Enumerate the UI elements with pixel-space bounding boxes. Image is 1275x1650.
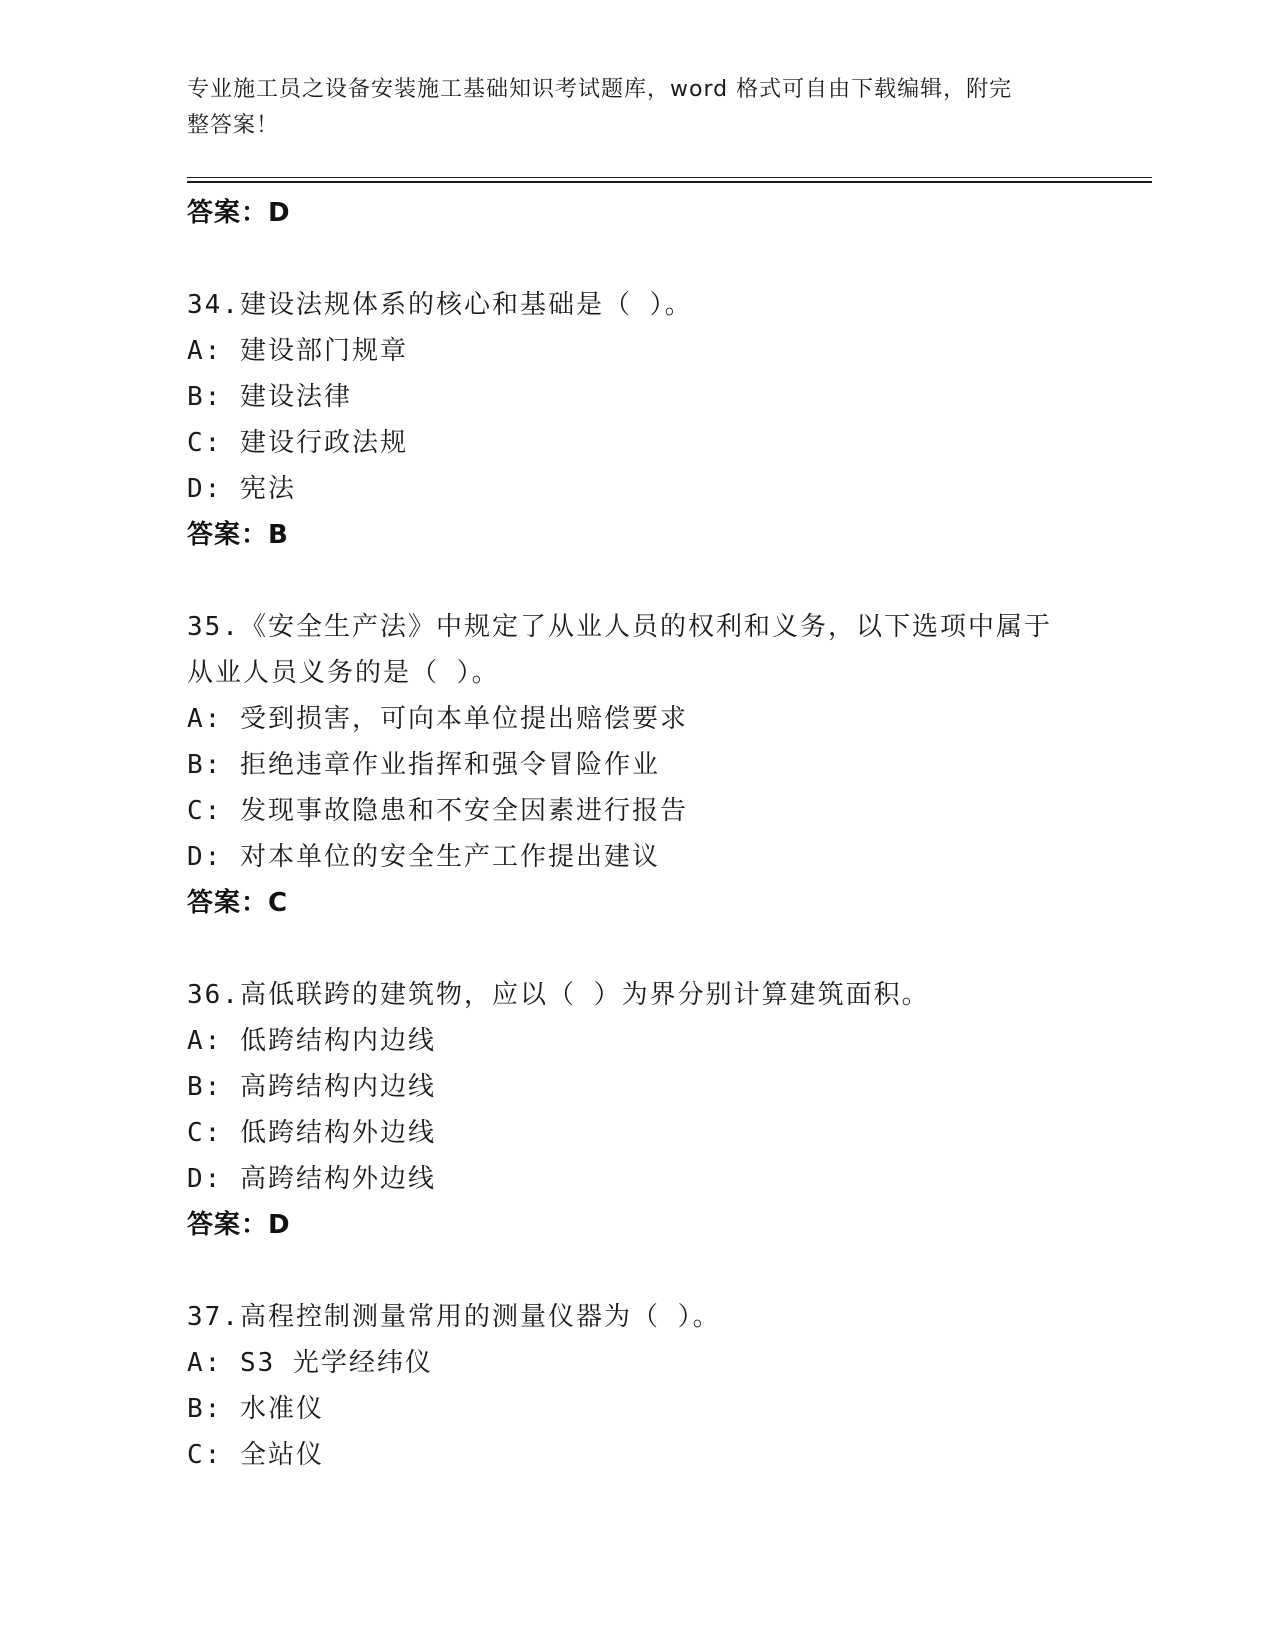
option-d: D: 对本单位的安全生产工作提出建议: [187, 842, 660, 872]
option-d: D: 高跨结构外边线: [187, 1164, 436, 1194]
header-divider: [187, 177, 1152, 178]
header-line: 整答案！: [187, 113, 280, 138]
answer-line: 答案：C: [187, 888, 289, 918]
option-b: B: 水准仪: [187, 1394, 324, 1424]
spacer: [187, 558, 1087, 604]
answer-line: 答案：B: [187, 520, 289, 550]
question-stem-continued: 从业人员义务的是（ ）。: [187, 658, 500, 688]
question-item: [187, 282, 1087, 558]
spacer: [187, 1248, 1087, 1294]
spacer: [187, 236, 1087, 282]
option-c: C: 低跨结构外边线: [187, 1118, 436, 1148]
option-c: C: 全站仪: [187, 1440, 324, 1470]
answer-line: 答案：D: [187, 1210, 291, 1240]
answer-line: 答案：D: [187, 198, 291, 228]
question-stem: 35.《安全生产法》中规定了从业人员的权利和义务，以下选项中属于: [187, 612, 1052, 642]
question-list: [187, 190, 1087, 1478]
option-a: A: S3 光学经纬仪: [187, 1348, 433, 1378]
option-a: A: 受到损害，可向本单位提出赔偿要求: [187, 704, 688, 734]
question-stem: 37.高程控制测量常用的测量仪器为（ ）。: [187, 1302, 721, 1332]
spacer: [187, 926, 1087, 972]
question-item: [187, 972, 1087, 1248]
question-item: [187, 1294, 1087, 1478]
question-stem: 34.建设法规体系的核心和基础是（ ）。: [187, 290, 693, 320]
option-a: A: 低跨结构内边线: [187, 1026, 436, 1056]
option-b: B: 高跨结构内边线: [187, 1072, 436, 1102]
option-b: B: 建设法律: [187, 382, 352, 412]
question-stem: 36.高低联跨的建筑物，应以（ ）为界分别计算建筑面积。: [187, 980, 930, 1010]
option-d: D: 宪法: [187, 474, 296, 504]
option-b: B: 拒绝违章作业指挥和强令冒险作业: [187, 750, 660, 780]
header-divider-bold: [187, 181, 1152, 183]
option-a: A: 建设部门规章: [187, 336, 408, 366]
option-c: C: 发现事故隐患和不安全因素进行报告: [187, 796, 688, 826]
header-line: 专业施工员之设备安装施工基础知识考试题库，word 格式可自由下载编辑，附完: [187, 77, 1013, 102]
question-item: [187, 604, 1087, 926]
option-c: C: 建设行政法规: [187, 428, 408, 458]
document-header: [187, 72, 1067, 144]
